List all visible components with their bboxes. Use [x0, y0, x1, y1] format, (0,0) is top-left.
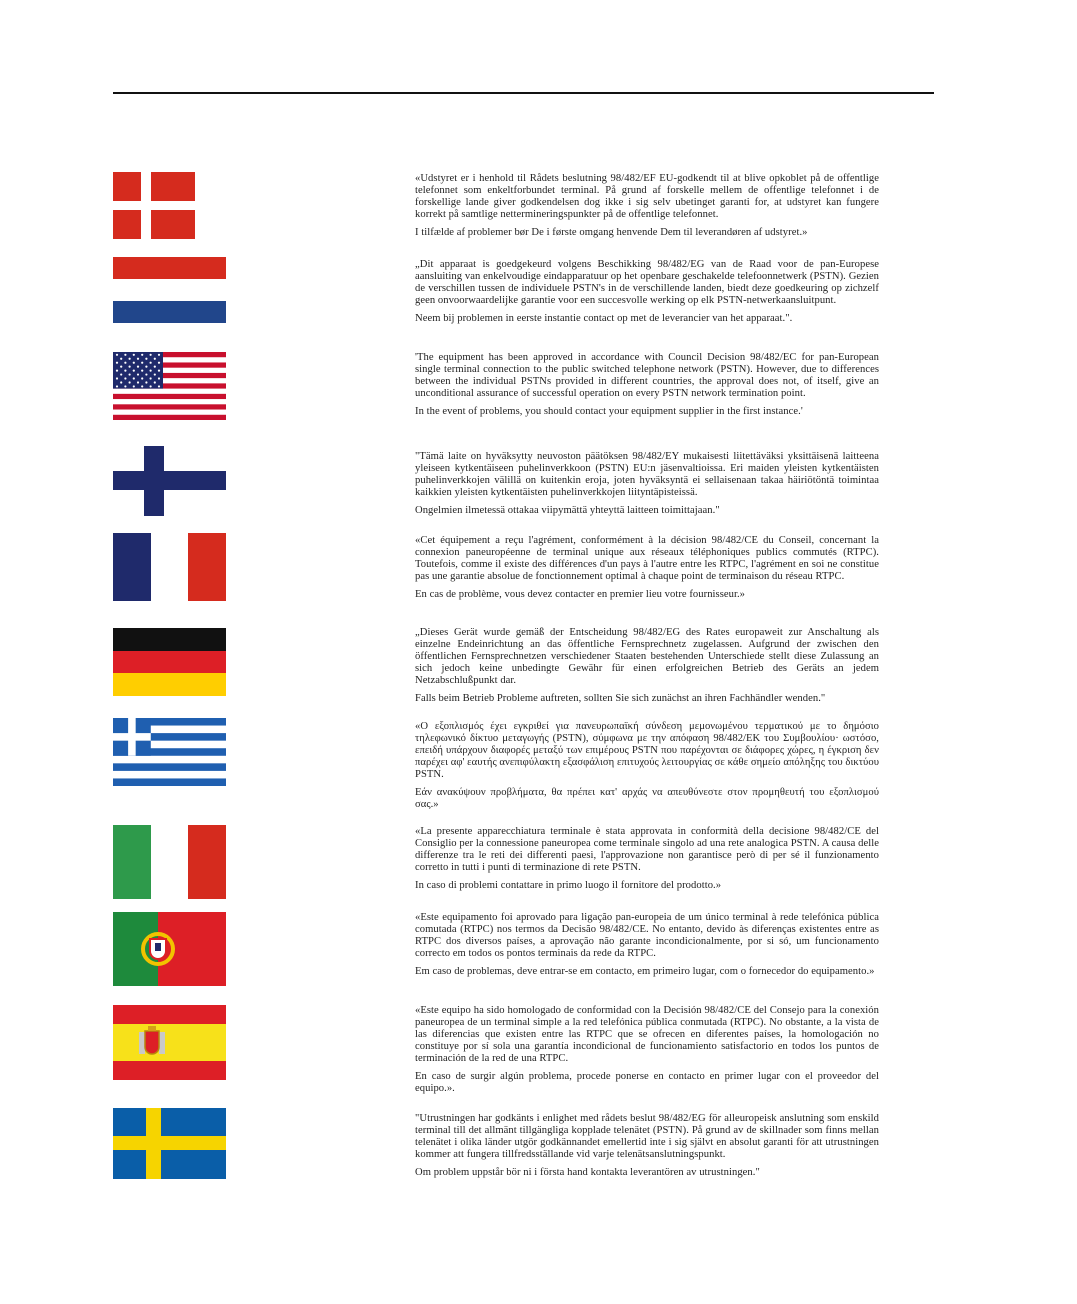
notice-contact: Εάν ανακύψουν προβλήματα, θα πρέπει κατ' αρχάς να απευθύνεστε στον προμηθευτή του εξοπλισμού σας.» — [415, 787, 879, 810]
notice-paragraph: «Cet équipement a reçu l'agrément, conformément à la décision 98/482/CE du Conseil, concernant la connexion paneuropéenne de terminal unique aux réseaux téléphoniques publics commutés (RTPC). Toutefois, comme il existe des différences d'un pays à l'autre entre les RTPC, l'agrément en soi ne constitue pas une garantie absolue de fonctionnement optimal à chaque point de terminaison du réseau RTPC. — [415, 535, 879, 582]
notice-spanish — [415, 1005, 879, 1095]
sweden-flag — [113, 1108, 226, 1179]
notice-paragraph: «Udstyret er i henhold til Rådets beslutning 98/482/EF EU-godkendt til at blive opkoblet på de offentlige telefonnet som enkeltforbundet terminal. På grund af forskelle mellem de offentlige telefonnet i de forskellige lande giver godkendelsen dog ikke i sig selv ubetinget garanti for, at udstyret kan fungere korrekt på samtlige nettermineringspunkter på de offentlige telefonnet. — [415, 173, 879, 220]
germany-flag — [113, 628, 226, 696]
notice-portuguese — [415, 912, 879, 978]
notice-dutch — [415, 259, 879, 325]
header-rule — [113, 92, 934, 94]
notice-contact: Ongelmien ilmetessä ottakaa viipymättä yhteyttä laitteen toimittajaan." — [415, 505, 720, 516]
netherlands-flag — [113, 257, 226, 323]
notice-contact: Neem bij problemen in eerste instantie contact op met de leverancier van het apparaat.". — [415, 313, 793, 324]
greece-flag — [113, 718, 226, 786]
notice-paragraph: "Tämä laite on hyväksytty neuvoston päätöksen 98/482/EY mukaisesti liitettäväksi yksittäisenä laitteena yleiseen kytkentäiseen puhelinverkkoon (PSTN) EU:n jäsenvaltioissa. Eri maiden yleisten kytkentäisten puhelinverkkojen välillä on kuitenkin eroja, joten hyväksyntä ei sellaisenaan takaa häiriötöntä toimintaa kaikkien yleisten kytkentäisten puhelinverkkojen liityntäpisteissä. — [415, 451, 879, 498]
notice-german — [415, 627, 879, 705]
notice-contact: Em caso de problemas, deve entrar-se em contacto, em primeiro lugar, com o fornecedor do equipamento.» — [415, 966, 875, 977]
notice-english — [415, 352, 879, 418]
notice-paragraph: "Utrustningen har godkänts i enlighet med rådets beslut 98/482/EG för alleuropeisk anslutning som enskild terminal till det allmänt tillgängliga kopplade telenätet (PSTN). På grund av de skillnader som finns mellan telenätet i olika länder utgör godkännandet emellertid inte i sig självt en absolut garanti för att utrustningen kommer att fungera tillfredsställande vid varje telenätsanslutningspunkt. — [415, 1113, 879, 1160]
finland-flag — [113, 446, 226, 516]
notice-italian — [415, 826, 879, 892]
notice-paragraph: „Dieses Gerät wurde gemäß der Entscheidung 98/482/EG des Rates europaweit zur Anschaltung als einzelne Endeinrichtung an das öffentliche Fernsprechnetz zugelassen. Aufgrund der zwischen den öffentlichen Fernsprechnetzen verschiedener Staaten bestehenden Unterschiede stellt diese Zulassung an sich jedoch keine unbedingte Gewähr für einen erfolgreichen Betrieb des Geräts an jedem Netzabschlußpunkt dar. — [415, 627, 879, 686]
usa-flag — [113, 352, 226, 420]
portugal-flag — [113, 912, 226, 986]
notice-contact: I tilfælde af problemer bør De i første omgang henvende Dem til leverandøren af udstyret.» — [415, 227, 808, 238]
notice-swedish — [415, 1113, 879, 1179]
france-flag — [113, 533, 226, 601]
spain-flag — [113, 1005, 226, 1080]
notice-paragraph: «La presente apparecchiatura terminale è stata approvata in conformità della decisione 98/482/CE del Consiglio per la connessione paneuropea come terminale singolo ad una rete analogica PSTN. A causa delle differenze tra le reti dei differenti paesi, l'approvazione non garantisce però di per sé il funzionamento corretto in tutti i punti di terminazione di rete PSTN. — [415, 826, 879, 873]
notice-danish — [415, 173, 879, 239]
notice-paragraph: «Este equipamento foi aprovado para ligação pan-europeia de um único terminal à rede telefónica pública comutada (RTPC) nos termos da Decisão 98/482/CE. No entanto, devido às diferenças existentes entre as RTPC dos diversos países, a aprovação não garante incondicionalmente, por si só, um funcionamento correcto em todos os pontos terminais da rede da RTPC. — [415, 912, 879, 959]
notice-paragraph: 'The equipment has been approved in accordance with Council Decision 98/482/EC for pan-European single terminal connection to the public switched telephone network (PSTN). However, due to differences between the individual PSTNs provided in different countries, the approval does not, of itself, give an unconditional assurance of successful operation on every PSTN network termination point. — [415, 352, 879, 399]
notice-contact: In caso di problemi contattare in primo luogo il fornitore del prodotto.» — [415, 880, 722, 891]
notice-contact: In the event of problems, you should contact your equipment supplier in the first instance.' — [415, 406, 803, 417]
notice-paragraph: „Dit apparaat is goedgekeurd volgens Beschikking 98/482/EG van de Raad voor de pan-Europese aansluiting van enkelvoudige eindapparatuur op het openbare geschakelde telefoonnetwerk (PSTN). Gezien de verschillen tussen de individuele PSTN's in de verschillende landen, biedt deze goedkeuring op zichzelf geen onvoorwaardelijke garantie voor een succesvolle werking op elk PSTN-netwerkaansluitpunt. — [415, 259, 879, 306]
notice-contact: Om problem uppstår bör ni i första hand kontakta leverantören av utrustningen." — [415, 1167, 760, 1178]
notice-paragraph: «Ο εξοπλισμός έχει εγκριθεί για πανευρωπαϊκή σύνδεση μεμονωμένου τερματικού με το δημόσιο τηλεφωνικό δίκτυο μεταγωγής (PSTN), σύμφωνα με την απόφαση 98/482/ΕΚ του Συμβουλίου· ωστόσο, επειδή υπάρχουν διαφορές μεταξύ των επιμέρους PSTN που παρέχονται σε διάφορες χώρες, η έγκριση δεν παρέχει αφ' εαυτής ανεπιφύλακτη εξασφάλιση επιτυχούς λειτουργίας σε κάθε σημείο απόληξης του δικτύου PSTN. — [415, 721, 879, 780]
denmark-flag — [113, 172, 195, 239]
notice-contact: Falls beim Betrieb Probleme auftreten, sollten Sie sich zunächst an ihren Fachhändler wenden." — [415, 693, 826, 704]
notice-paragraph: «Este equipo ha sido homologado de conformidad con la Decisión 98/482/CE del Consejo para la conexión paneuropea de un terminal simple a la red telefónica pública conmutada (RTPC). No obstante, a la vista de las diferencias que existen entre las RTPC que se ofrecen en diferentes países, la homologación no constituye por sí sola una garantía incondicional de funcionamiento satisfactorio en todos los puntos de terminación de la red de una RTPC. — [415, 1005, 879, 1064]
notice-contact: En caso de surgir algún problema, procede ponerse en contacto en primer lugar con el proveedor del equipo.». — [415, 1071, 879, 1094]
notice-finnish — [415, 451, 879, 517]
notice-french — [415, 535, 879, 601]
notice-contact: En cas de problème, vous devez contacter en premier lieu votre fournisseur.» — [415, 589, 746, 600]
italy-flag — [113, 825, 226, 899]
notice-greek — [415, 721, 879, 811]
